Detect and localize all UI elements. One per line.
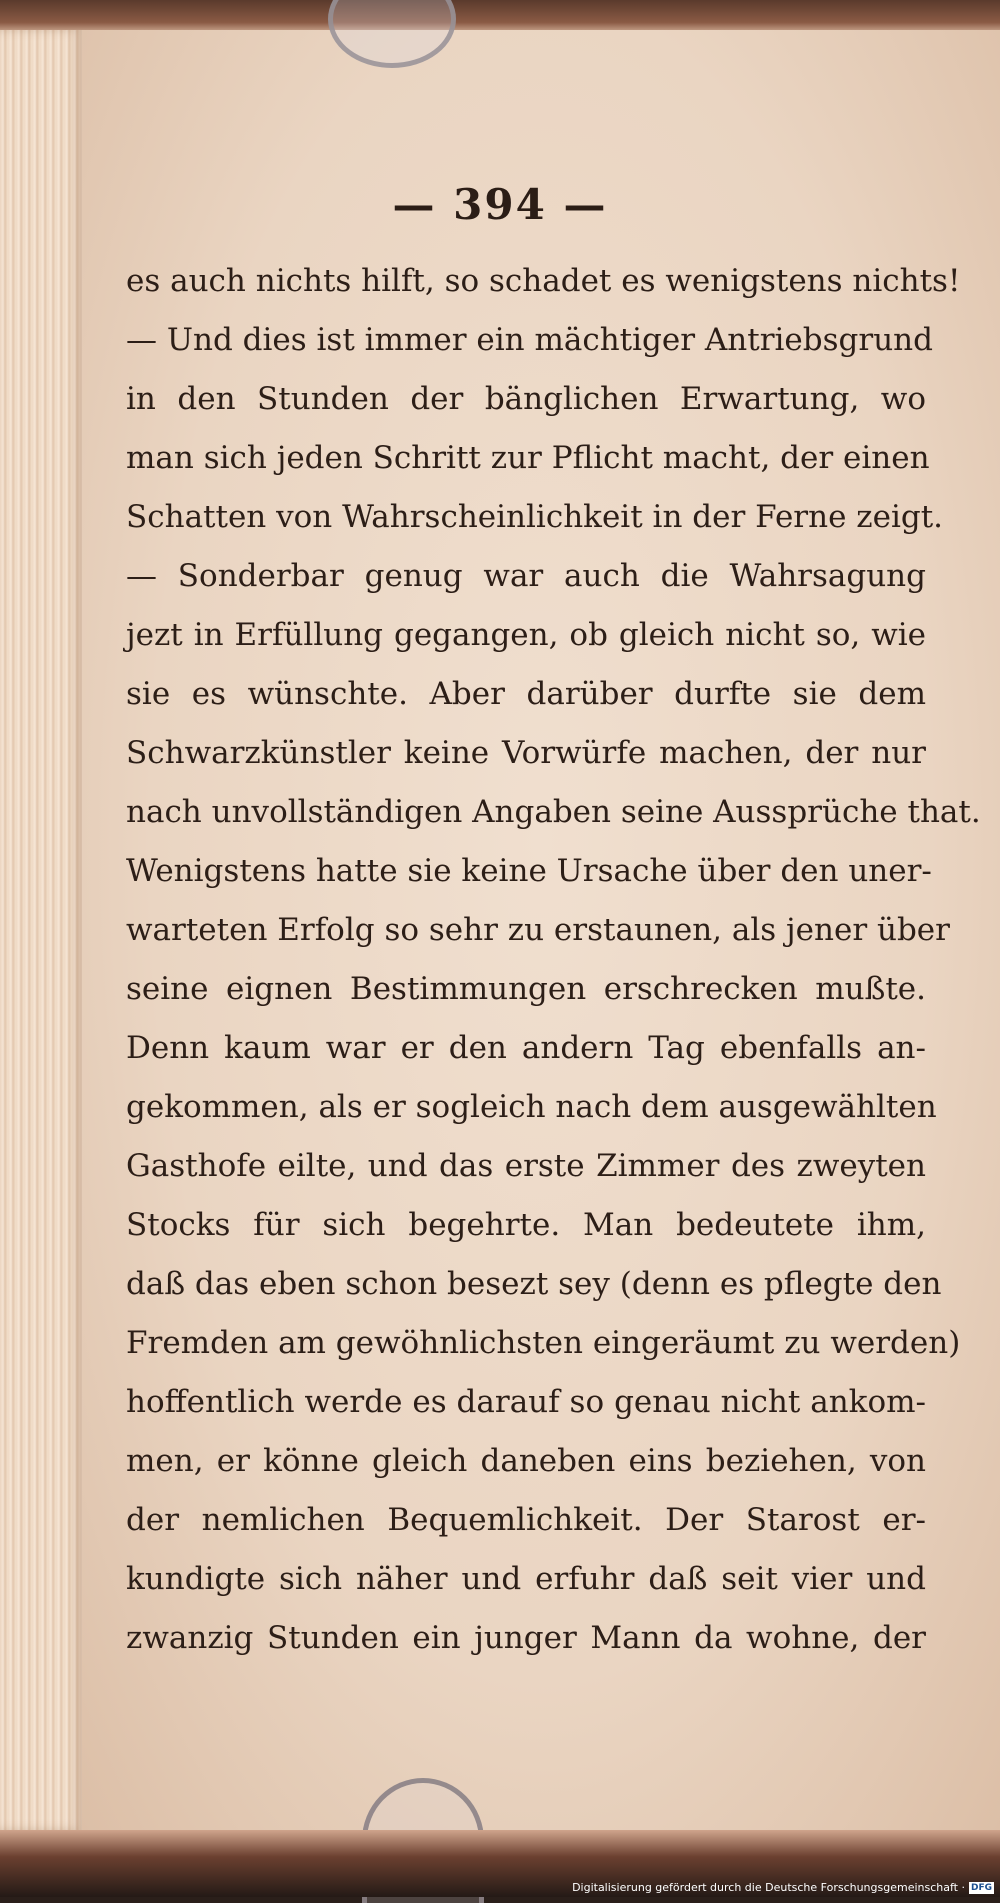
text-line: warteten Erfolg so sehr zu erstaunen, als jener über xyxy=(126,912,950,948)
text-line: es auch nichts hilft, so schadet es wenigstens nichts! xyxy=(126,263,961,299)
book-top-edge xyxy=(0,0,1000,32)
text-line: seine eignen Bestimmungen erschrecken mußte. xyxy=(126,971,926,1007)
text-line: Gasthofe eilte, und das erste Zimmer des zweyten xyxy=(126,1148,926,1184)
credit-text: Digitalisierung gefördert durch die Deutsche Forschungsgemeinschaft · xyxy=(572,1881,965,1894)
text-line: Schwarzkünstler keine Vorwürfe machen, der nur xyxy=(126,735,926,771)
text-line: man sich jeden Schritt zur Pflicht macht, der einen xyxy=(126,440,930,476)
body-text xyxy=(126,252,981,1668)
text-line: daß das eben schon besezt sey (denn es pflegte den xyxy=(126,1266,942,1302)
text-line: men, er könne gleich daneben eins beziehen, von xyxy=(126,1443,926,1479)
text-line: Denn kaum war er den andern Tag ebenfalls an- xyxy=(126,1030,926,1066)
text-line: der nemlichen Bequemlichkeit. Der Starost er- xyxy=(126,1502,926,1538)
text-line: hoffentlich werde es darauf so genau nicht ankom- xyxy=(126,1384,926,1420)
text-line: Fremden am gewöhnlichsten eingeräumt zu werden) xyxy=(126,1325,961,1361)
text-line: Wenigstens hatte sie keine Ursache über den uner- xyxy=(126,853,932,889)
text-line: — Sonderbar genug war auch die Wahrsagung xyxy=(126,558,926,594)
text-line: in den Stunden der bänglichen Erwartung, wo xyxy=(126,381,926,417)
text-line: — Und dies ist immer ein mächtiger Antriebsgrund xyxy=(126,322,933,358)
text-line: Schatten von Wahrscheinlichkeit in der Ferne zeigt. xyxy=(126,499,944,535)
page-number: — 394 — xyxy=(392,180,608,229)
text-line: Stocks für sich begehrte. Man bedeutete ihm, xyxy=(126,1207,926,1243)
dfg-logo: DFG xyxy=(970,1882,992,1893)
text-line: jezt in Erfüllung gegangen, ob gleich nicht so, wie xyxy=(126,617,926,653)
digitization-credit xyxy=(572,1881,994,1894)
text-line: zwanzig Stunden ein junger Mann da wohne, der xyxy=(126,1620,926,1656)
text-line: kundigte sich näher und erfuhr daß seit vier und xyxy=(126,1561,926,1597)
text-line: sie es wünschte. Aber darüber durfte sie dem xyxy=(126,676,926,712)
page-stack-edge xyxy=(0,30,82,1830)
text-line: gekommen, als er sogleich nach dem ausgewählten xyxy=(126,1089,937,1125)
text-line: nach unvollständigen Angaben seine Aussprüche that. xyxy=(126,794,981,830)
